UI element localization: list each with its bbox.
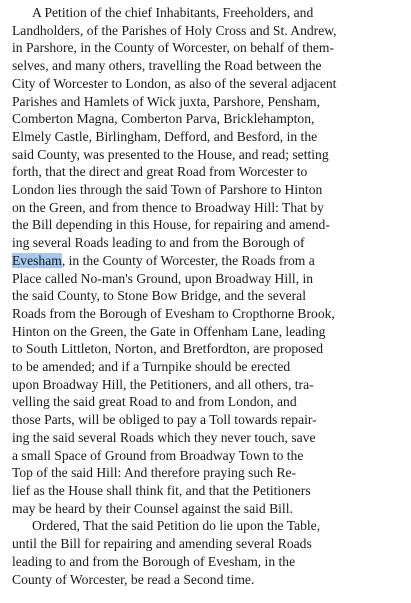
text-line: Landholders, of the Parishes of Holy Cross and St. Andrew, [12, 22, 337, 38]
text-line: Top of the said Hill: And therefore praying such Re- [12, 465, 297, 481]
text-line-rest: , in the County of Worcester, the Roads from a [61, 252, 315, 268]
text-line: the said County, to Stone Bow Bridge, and the several [12, 288, 306, 304]
text-line: leading to and from the Borough of Evesham, in the [12, 553, 296, 569]
text-line: City of Worcester to London, as also of the several adjacent [12, 75, 337, 91]
text-line: Elmely Castle, Birlingham, Defford, and Besford, in the [12, 128, 318, 144]
text-line: ing several Roads leading to and from the Borough of [12, 235, 305, 251]
text-line: forth, that the direct and great Road from Worcester to [12, 164, 308, 180]
text-line: to South Littleton, Norton, and Bretfordton, are proposed [12, 341, 324, 357]
text-line: London lies through the said Town of Parshore to Hinton [12, 182, 323, 198]
selected-word-highlight[interactable]: Evesham [12, 252, 62, 268]
text-line: until the Bill for repairing and amending several Roads [12, 536, 312, 552]
text-line: selves, and many others, travelling the Road between the [12, 58, 322, 74]
text-line: may be heard by their Counsel against the said Bill. [12, 500, 293, 516]
petition-paragraph [12, 4, 401, 517]
text-line: to be amended; and if a Turnpike should be erected [12, 359, 291, 375]
text-line: a small Space of Ground from Broadway Town to the [12, 447, 304, 463]
text-line: Ordered, That the said Petition do lie upon the Table, [32, 518, 321, 534]
text-line: on the Green, and from thence to Broadway Hill: That by [12, 199, 324, 215]
text-line: in Parshore, in the County of Worcester, on behalf of them- [12, 40, 335, 56]
text-line: Roads from the Borough of Evesham to Cropthorne Brook, [12, 305, 335, 321]
text-line: ing the said several Roads which they never touch, save [12, 429, 316, 445]
text-line: the Bill depending in this House, for repairing and amend- [12, 217, 330, 233]
text-line: said County, was presented to the House, and read; setting [12, 146, 329, 162]
order-paragraph [12, 517, 401, 588]
text-line: those Parts, will be obliged to pay a Toll towards repair- [12, 412, 317, 428]
text-line: upon Broadway Hill, the Petitioners, and all others, tra- [12, 376, 314, 392]
text-line: Parishes and Hamlets of Wick juxta, Parshore, Pensham, [12, 93, 321, 109]
text-line: velling the said great Road to and from London, and [12, 394, 297, 410]
text-line: Comberton Magna, Comberton Parva, Bricklehampton, [12, 111, 315, 127]
text-line-highlighted [12, 252, 401, 270]
text-line: lief as the House shall think fit, and that the Petitioners [12, 482, 311, 498]
text-line: A Petition of the chief Inhabitants, Freeholders, and [32, 5, 314, 20]
text-line: Place called No-man's Ground, upon Broadway Hill, in [12, 270, 314, 286]
text-line: County of Worcester, be read a Second time. [12, 571, 255, 587]
text-line: Hinton on the Green, the Gate in Offenham Lane, leading [12, 323, 326, 339]
